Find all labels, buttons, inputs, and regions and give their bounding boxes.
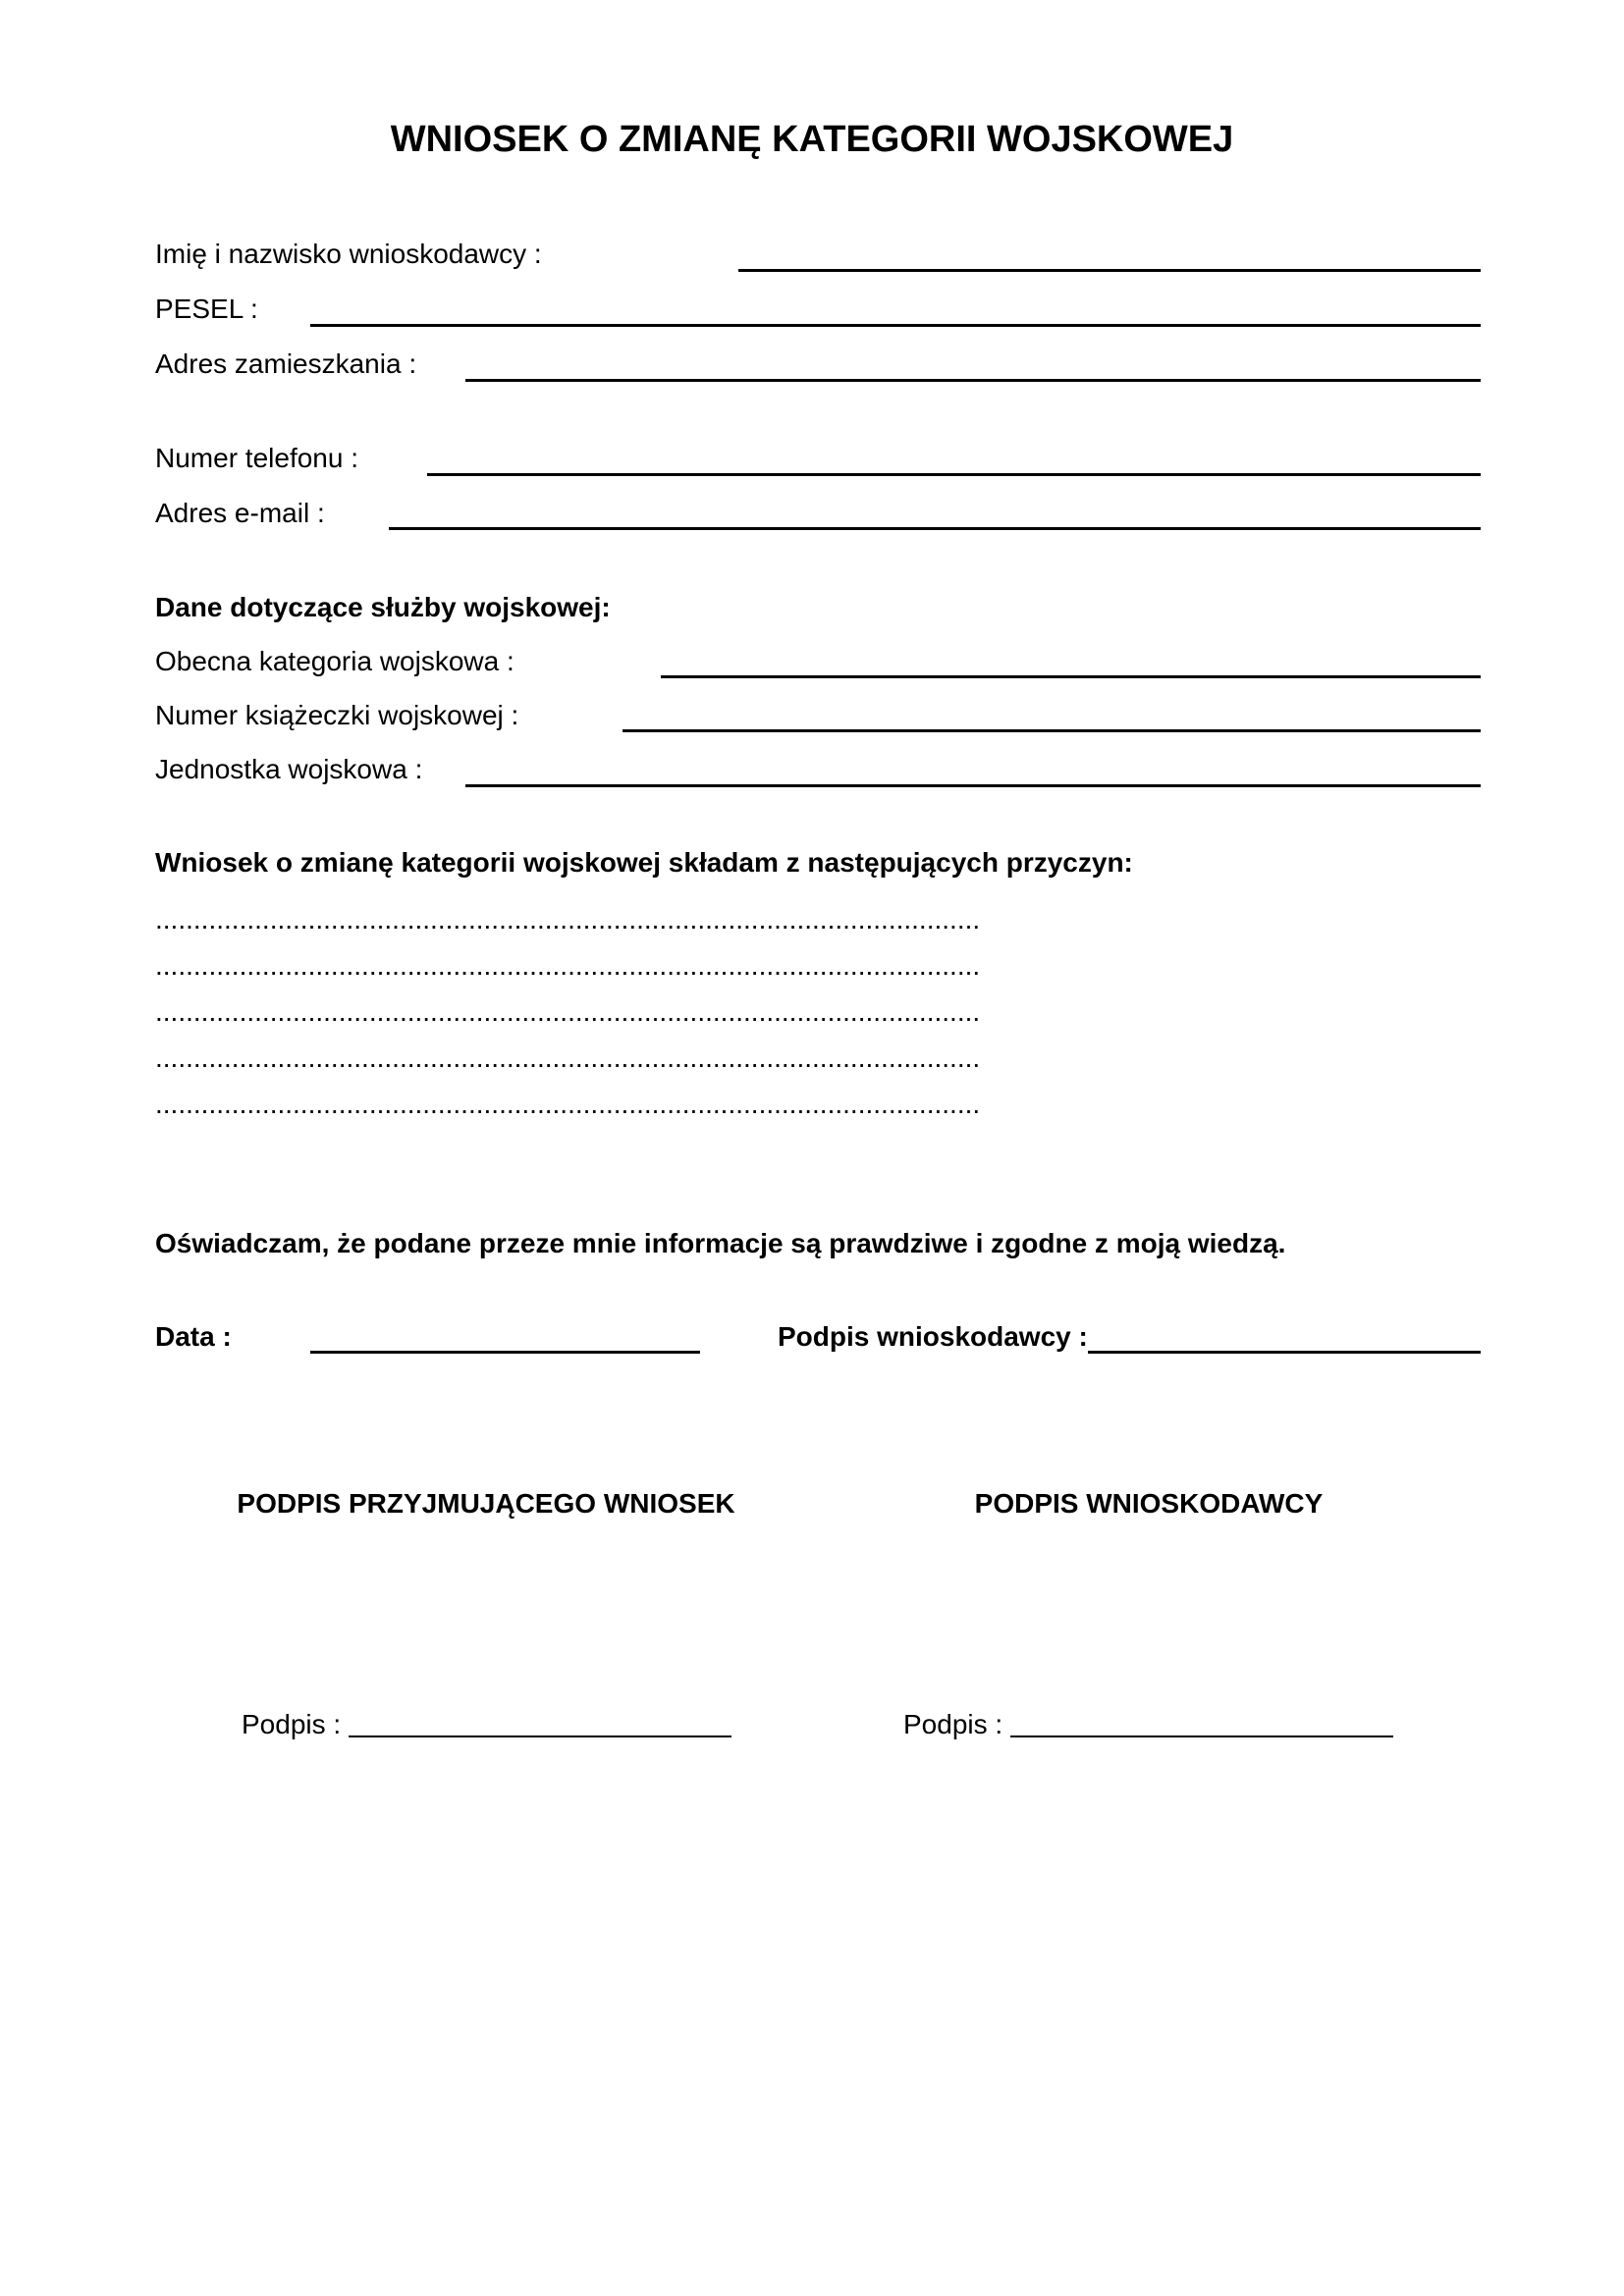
applicant-name-label: Imię i nazwisko wnioskodawcy : [155, 239, 542, 269]
military-unit-label: Jednostka wojskowa : [155, 754, 423, 784]
date-field[interactable] [310, 1351, 700, 1354]
applicant-bottom-signature-line[interactable] [1010, 1735, 1393, 1737]
pesel-label: PESEL : [155, 294, 258, 324]
receiver-signature-label: Podpis : [242, 1709, 342, 1739]
email-field[interactable] [389, 527, 1481, 530]
address-label: Adres zamieszkania : [155, 348, 417, 379]
phone-label: Numer telefonu : [155, 443, 358, 473]
reason-dot-line[interactable]: ............................................................................................................ [155, 950, 981, 981]
email-label: Adres e-mail : [155, 498, 325, 528]
receiver-signature-field[interactable] [242, 1708, 731, 1741]
reason-dot-line[interactable]: ............................................................................................................ [155, 1042, 981, 1073]
receiver-signature-line[interactable] [349, 1735, 731, 1737]
applicant-signature-heading: PODPIS WNIOSKODAWCY [974, 1488, 1324, 1519]
military-booklet-field[interactable] [623, 729, 1481, 732]
date-label: Data : [155, 1321, 232, 1352]
applicant-bottom-signature-label: Podpis : [903, 1709, 1003, 1739]
military-booklet-label: Numer książeczki wojskowej : [155, 700, 519, 730]
reason-dot-line[interactable]: ............................................................................................................ [155, 1089, 981, 1119]
applicant-name-field[interactable] [738, 269, 1481, 272]
military-category-label: Obecna kategoria wojskowa : [155, 646, 514, 676]
declaration-text: Oświadczam, że podane przeze mnie informacje są prawdziwe i zgodne z moją wiedzą. [155, 1228, 1286, 1258]
applicant-signature-field[interactable] [1088, 1351, 1481, 1354]
pesel-field[interactable] [310, 324, 1481, 327]
phone-field[interactable] [427, 473, 1481, 476]
military-unit-field[interactable] [465, 784, 1481, 787]
reason-dot-line[interactable]: ............................................................................................................ [155, 996, 981, 1027]
reasons-heading: Wniosek o zmianę kategorii wojskowej składam z następujących przyczyn: [155, 847, 1133, 878]
applicant-signature-label: Podpis wnioskodawcy : [778, 1321, 1088, 1352]
receiver-signature-heading: PODPIS PRZYJMUJĄCEGO WNIOSEK [237, 1488, 735, 1519]
address-field[interactable] [465, 379, 1481, 382]
page-title: WNIOSEK O ZMIANĘ KATEGORII WOJSKOWEJ [390, 119, 1234, 160]
applicant-bottom-signature-field[interactable] [903, 1708, 1393, 1741]
military-category-field[interactable] [661, 675, 1481, 678]
reason-dot-line[interactable]: ............................................................................................................ [155, 904, 981, 934]
military-section-heading: Dane dotyczące służby wojskowej: [155, 592, 611, 622]
